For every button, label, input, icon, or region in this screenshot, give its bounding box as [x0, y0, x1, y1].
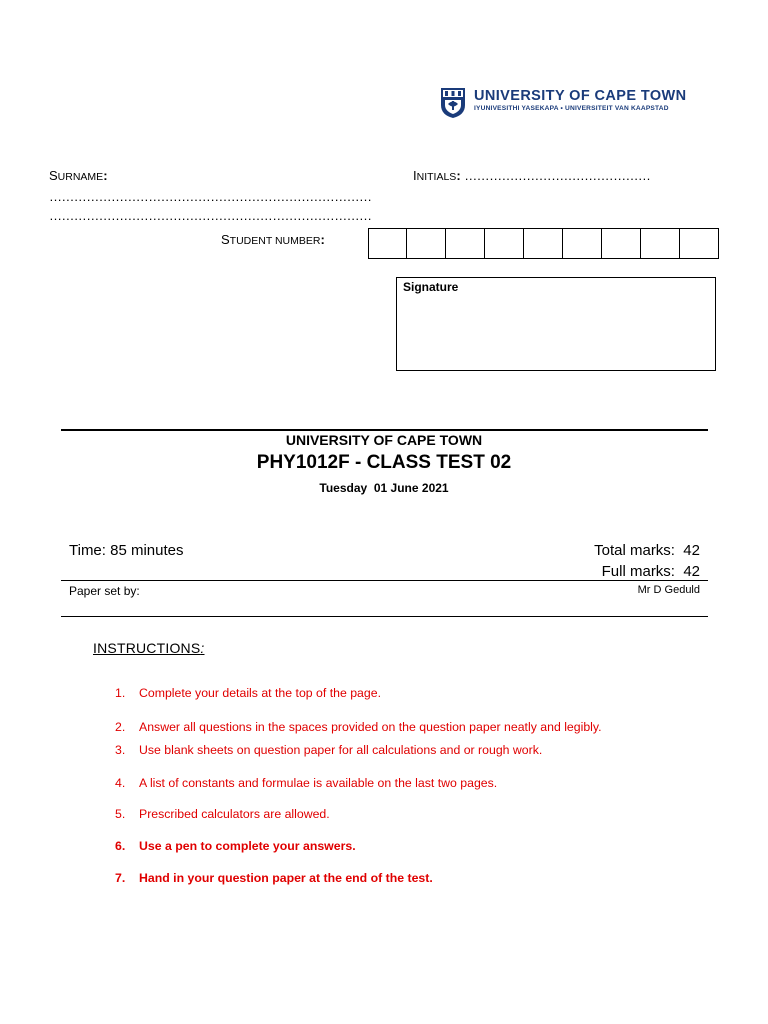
surname-dotted-line-2[interactable]: …………………………………………………………………… — [49, 208, 372, 223]
initials-label: INITIALS: ……………………………………… — [413, 168, 651, 183]
instruction-item: 5. Prescribed calculators are allowed. — [115, 807, 330, 821]
test-date: Tuesday 01 June 2021 — [319, 481, 449, 495]
signature-label: Signature — [403, 280, 459, 294]
student-number-digit-box[interactable] — [563, 228, 602, 259]
instruction-item: 1. Complete your details at the top of the page. — [115, 686, 381, 700]
student-number-digit-box[interactable] — [485, 228, 524, 259]
student-number-digit-box[interactable] — [368, 228, 407, 259]
university-heading: UNIVERSITY OF CAPE TOWN — [285, 432, 483, 448]
student-number-boxes — [368, 228, 719, 259]
signature-box[interactable] — [396, 277, 716, 371]
total-marks: Total marks: 42 — [594, 542, 700, 559]
middle-rule — [61, 580, 708, 581]
top-rule — [61, 429, 708, 431]
instruction-item: 7. Hand in your question paper at the end of the test. — [115, 871, 433, 885]
test-title: PHY1012F - CLASS TEST 02 — [256, 452, 512, 473]
paper-set-by-label: Paper set by: — [69, 584, 140, 598]
logo-title: UNIVERSITY OF CAPE TOWN — [474, 88, 687, 104]
student-number-digit-box[interactable] — [524, 228, 563, 259]
logo-subtitle: IYUNIVESITHI YASEKAPA • UNIVERSITEIT VAN KAAPSTAD — [474, 105, 669, 112]
paper-setter: Mr D Geduld — [637, 584, 700, 596]
student-number-digit-box[interactable] — [641, 228, 680, 259]
uct-crest-icon — [440, 87, 466, 119]
full-marks: Full marks: 42 — [601, 563, 700, 580]
surname-label: SURNAME: — [49, 168, 108, 183]
instruction-item: 6. Use a pen to complete your answers. — [115, 839, 356, 853]
student-number-digit-box[interactable] — [602, 228, 641, 259]
instruction-item: 4. A list of constants and formulae is available on the last two pages. — [115, 776, 498, 790]
instruction-item: 3. Use blank sheets on question paper for all calculations and or rough work. — [115, 743, 543, 757]
time-allowed: Time: 85 minutes — [69, 542, 184, 559]
instructions-title: INSTRUCTIONS: — [93, 640, 205, 656]
student-number-digit-box[interactable] — [446, 228, 485, 259]
bottom-rule — [61, 616, 708, 617]
student-number-digit-box[interactable] — [680, 228, 719, 259]
surname-dotted-line-1[interactable]: …………………………………………………………………… — [49, 189, 372, 204]
instruction-item: 2. Answer all questions in the spaces provided on the question paper neatly and legibly. — [115, 720, 602, 734]
student-number-label: STUDENT NUMBER: — [221, 232, 325, 247]
student-number-digit-box[interactable] — [407, 228, 446, 259]
